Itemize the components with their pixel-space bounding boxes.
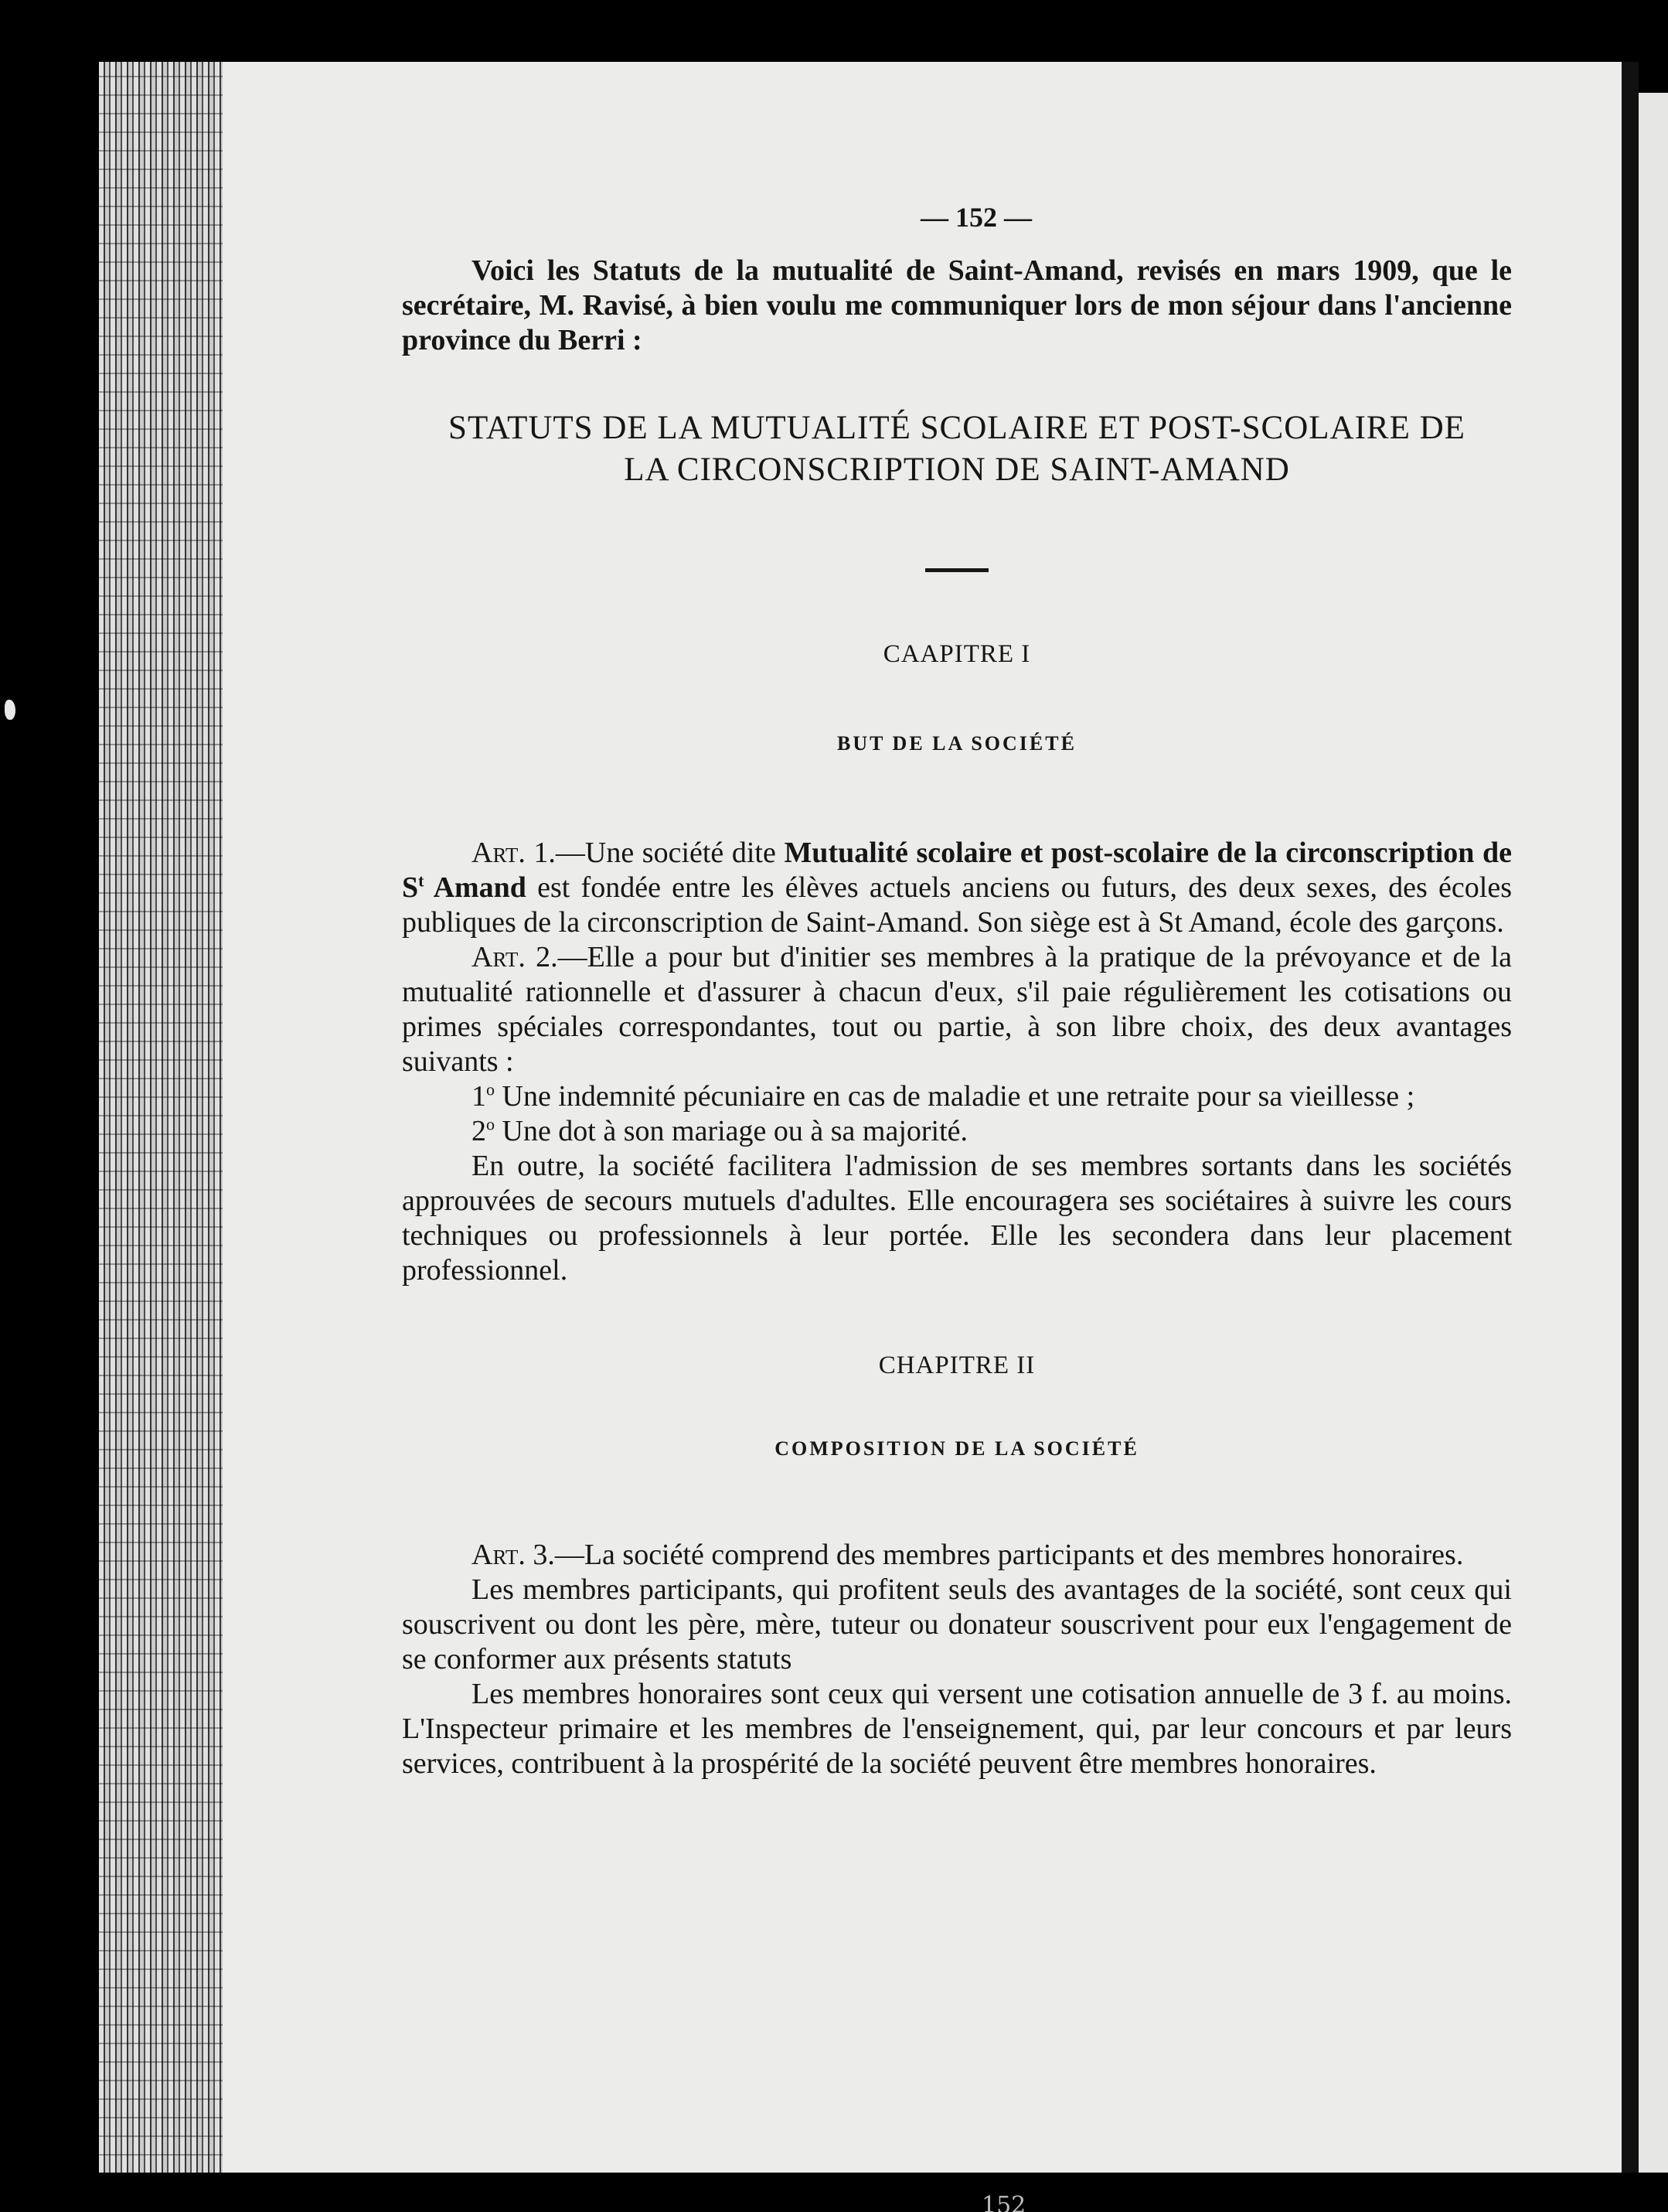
chapter-1-heading: CAAPITRE I xyxy=(883,640,1031,668)
article-1-lead: —Une société dite xyxy=(555,837,785,869)
list-item-1-num: 1 xyxy=(471,1080,486,1113)
list-item-1-text: Une indemnité pécuniaire en cas de maladie et une retraite pour sa vieillesse ; xyxy=(495,1080,1415,1113)
facing-page-edge xyxy=(1639,93,1668,2173)
list-item-1-sup: o xyxy=(486,1079,495,1099)
page-content xyxy=(402,201,1512,1781)
title-line-1: STATUTS DE LA MUTUALITÉ SCOLAIRE ET POST-SCOLAIRE DE xyxy=(448,410,1465,446)
list-item-2-text: Une dot à son mariage ou à sa majorité. xyxy=(495,1115,968,1147)
article-1 xyxy=(402,836,1512,940)
closing-paragraph: En outre, la société facilitera l'admission de ses membres sortants dans les sociétés approuvées de secours mutuels d'adultes. Elle encouragera ses sociétaires à suivre les cours techniques ou professionnels à leur portée. Elle les secondera dans leur placement professionnel. xyxy=(402,1150,1512,1287)
statutes-title xyxy=(402,407,1512,491)
society-name-sup: t xyxy=(418,871,424,891)
list-item-2 xyxy=(402,1114,1512,1149)
scan-artifact xyxy=(5,700,15,720)
honorary-paragraph: Les membres honoraires sont ceux qui versent une cotisation annuelle de 3 f. au moins. L'Inspecteur primaire et les membres de l'enseignement, qui, par leur concours et par leurs services, contribuent à la prospérité de la société peuvent être membres honoraires. xyxy=(402,1678,1512,1780)
society-name-a: Mutualité scolaire et post-scolaire de la circonscription de S xyxy=(402,837,1512,904)
gutter-shadow xyxy=(1622,62,1639,2173)
list-item-2-sup: o xyxy=(486,1114,495,1134)
article-2-label: Art. 2. xyxy=(471,941,558,973)
article-2-text: —Elle a pour but d'initier ses membres à la pratique de la prévoyance et de la mutualité rationnelle et d'assurer à chacun d'eux, s'il paie régulièrement les cotisations ou primes spéciales correspondantes, tout ou partie, à son libre choix, des deux avantages suivants : xyxy=(402,941,1512,1078)
intro-paragraph: Voici les Statuts de la mutualité de Saint-Amand, revisés en mars 1909, que le secrétaire, M. Ravisé, à bien voulu me communiquer lors de mon séjour dans l'ancienne province du Berri : xyxy=(402,254,1512,356)
article-1-label: Art. 1. xyxy=(471,837,556,869)
title-line-2: LA CIRCONSCRIPTION DE SAINT-AMAND xyxy=(624,452,1290,488)
participants-paragraph: Les membres participants, qui profitent seuls des avantages de la société, sont ceux qui souscrivent ou dont les père, mère, tuteur ou donateur souscrivent pour eux l'engagement de se conformer aux présents statuts xyxy=(402,1573,1512,1675)
list-item-1 xyxy=(402,1079,1512,1114)
chapter-2-subheading: COMPOSITION DE LA SOCIÉTÉ xyxy=(774,1437,1139,1460)
chapter-1-subheading: BUT DE LA SOCIÉTÉ xyxy=(837,732,1077,755)
article-3-text: —La société comprend des membres participants et des membres honoraires. xyxy=(554,1539,1464,1571)
article-1-block xyxy=(402,836,1512,1288)
society-name-b: Amand xyxy=(424,871,526,904)
article-3-block xyxy=(402,1538,1512,1781)
article-3-label: Art. 3. xyxy=(471,1539,555,1571)
bleed-through-page-number: 152 xyxy=(982,2192,1026,2212)
article-3 xyxy=(402,1538,1512,1573)
book-page-edges xyxy=(99,62,223,2173)
list-item-2-num: 2 xyxy=(471,1115,486,1147)
chapter-2-heading: CHAPITRE II xyxy=(878,1351,1036,1379)
page-number: — 152 — xyxy=(921,202,1032,233)
article-1-rest: est fondée entre les élèves actuels anciens ou futurs, des deux sexes, des écoles publiques de la circonscription de Saint-Amand. Son siège est à St Amand, école des garçons. xyxy=(402,871,1512,939)
article-2 xyxy=(402,940,1512,1079)
title-divider xyxy=(925,568,989,572)
